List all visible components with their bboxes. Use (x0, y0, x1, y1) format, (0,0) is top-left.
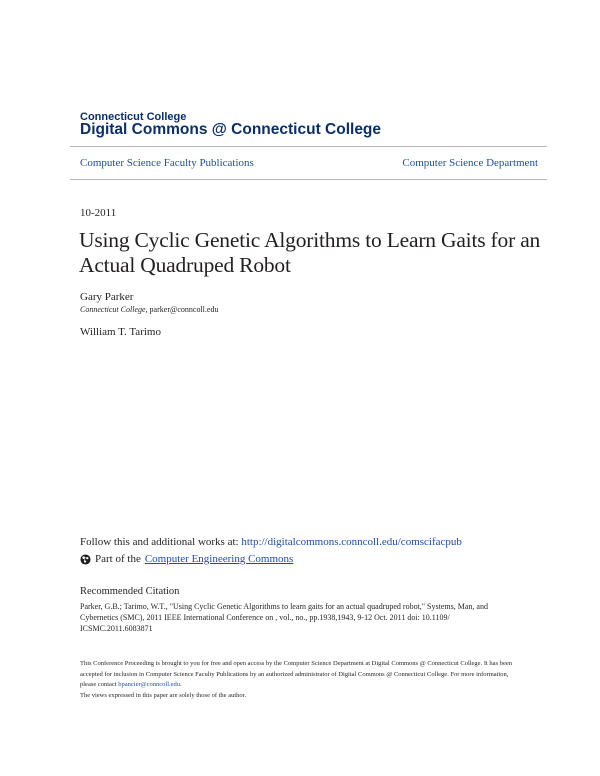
repository-name[interactable]: Digital Commons @ Connecticut College (80, 121, 382, 138)
author-name: Gary Parker (80, 291, 134, 303)
footer-period: . (180, 681, 182, 688)
footer-text: This Conference Proceeding is brought to you for free and open access by the Computer Science Department at Digital Commons @ Connecticut College. It has been accepted for inclusion in Computer Science Faculty Publications by an authorized administrator of Digital Commons @ Connecticut College. For more information, please contact (80, 660, 512, 688)
department-link[interactable]: Computer Science Department (402, 157, 538, 169)
follow-prefix: Follow this and additional works at: (80, 536, 242, 548)
partof-prefix: Part of the (95, 553, 141, 565)
institution-name[interactable]: Connecticut College (80, 111, 187, 123)
engineering-commons-link[interactable]: Computer Engineering Commons (144, 553, 294, 565)
author-email[interactable]: , parker@conncoll.edu (145, 305, 219, 314)
citation-heading: Recommended Citation (80, 586, 180, 597)
collection-link[interactable]: Computer Science Faculty Publications (80, 157, 254, 169)
citation-text: Parker, G.B.; Tarimo, W.T., "Using Cyclic Genetic Algorithms to learn gaits for an actual quadruped robot," Systems, Man, and Cybernetics (SMC), 2011 IEEE International Conference on , vol., no., pp.1938,1943, 9-12 Oct. 2011 doi: 10.1109/ ICSMC.2011.6083871 (80, 602, 488, 633)
header-divider-top (70, 146, 547, 147)
footer-notice (80, 659, 520, 701)
paper-title: Using Cyclic Genetic Algorithms to Learn Gaits for an Actual Quadruped Robot (79, 228, 541, 277)
header-divider-bottom (70, 179, 547, 180)
footer-disclaimer: The views expressed in this paper are solely those of the author. (80, 691, 247, 699)
author-name: William T. Tarimo (80, 326, 161, 338)
partof-line (80, 553, 293, 565)
contact-email-link[interactable]: bpancier@conncoll.edu (118, 681, 181, 688)
commons-network-icon (80, 554, 91, 565)
publication-date: 10-2011 (80, 207, 117, 219)
author-institution: Connecticut College (80, 305, 146, 314)
follow-url-link[interactable]: http://digitalcommons.conncoll.edu/comscifacpub (241, 536, 462, 548)
follow-line (80, 536, 462, 548)
author-affiliation (80, 305, 218, 314)
